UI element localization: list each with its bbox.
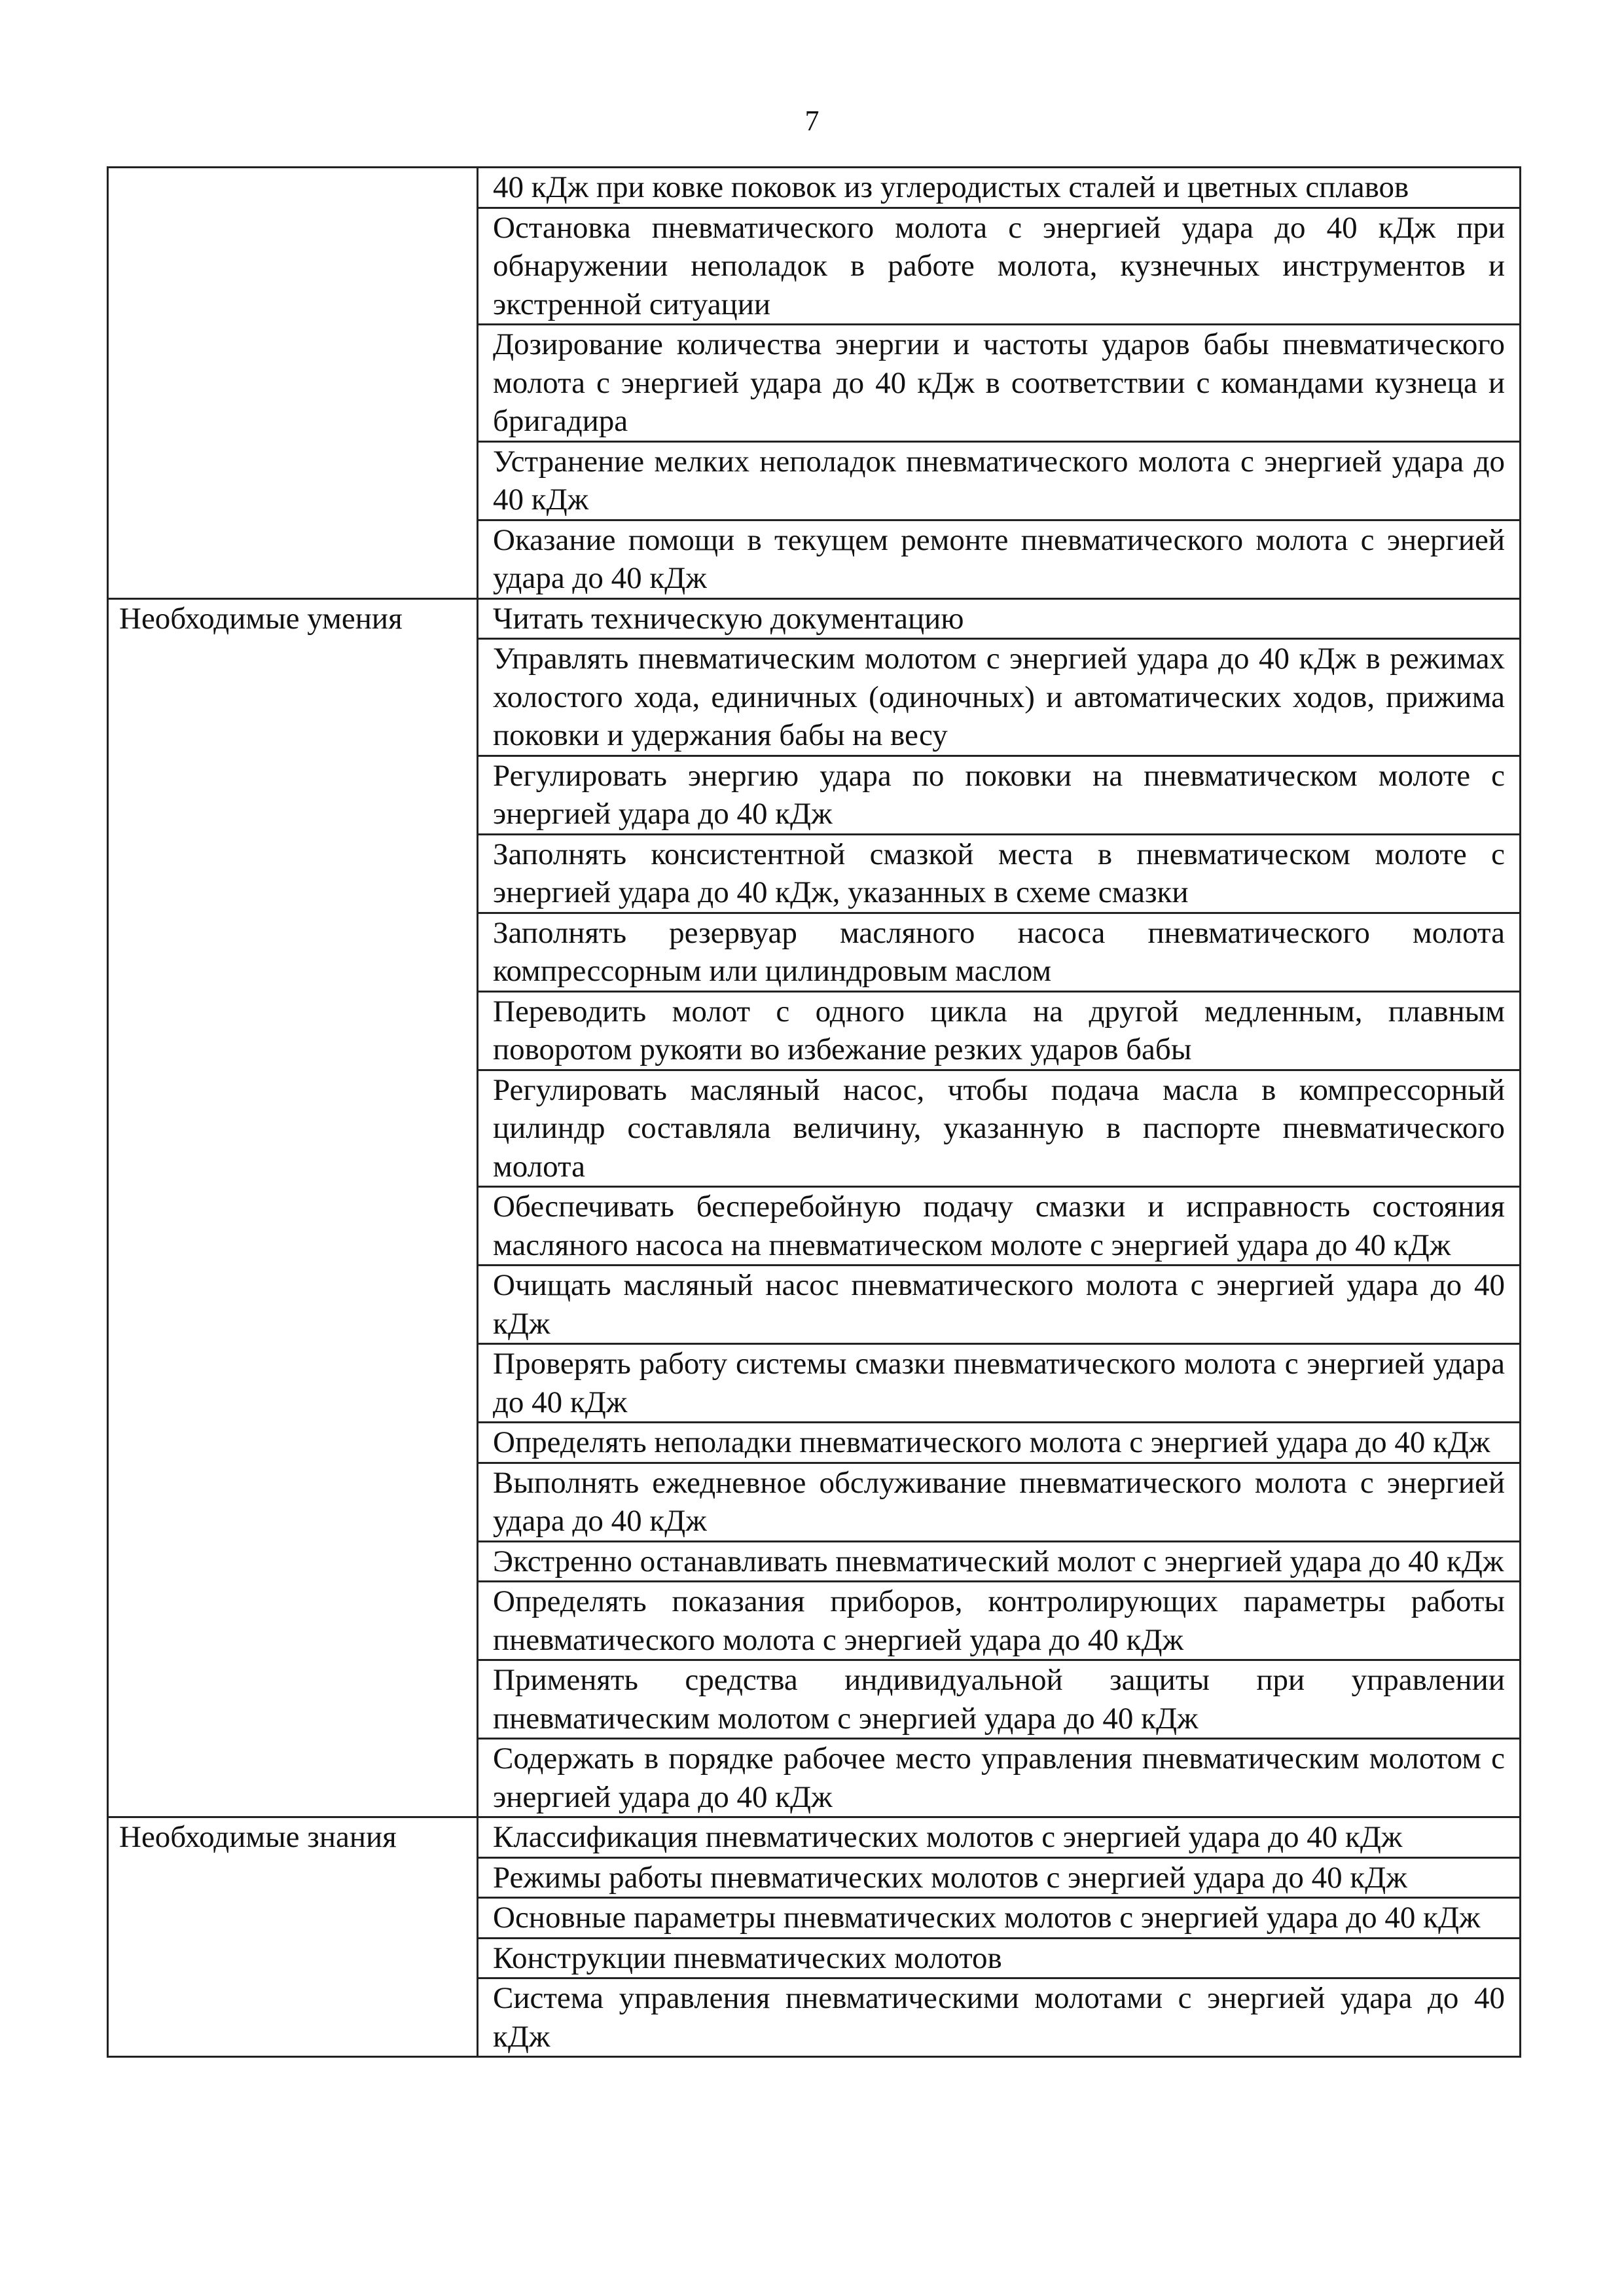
table-cell: Проверять работу системы смазки пневматического молота с энергией удара до 40 кДж	[478, 1344, 1521, 1423]
section-label	[108, 168, 478, 599]
page-number: 7	[804, 105, 820, 137]
table-cell: Заполнять консистентной смазкой места в пневматическом молоте с энергией удара до 40 кДж, указанных в схеме смазки	[478, 834, 1521, 913]
table-cell: Регулировать энергию удара по поковки на пневматическом молоте с энергией удара до 40 кДж	[478, 756, 1521, 834]
table-cell: Основные параметры пневматических молотов с энергией удара до 40 кДж	[478, 1898, 1521, 1939]
table-cell: Определять показания приборов, контролирующих параметры работы пневматического молота с энергией удара до 40 кДж	[478, 1582, 1521, 1660]
table-row	[108, 168, 1521, 208]
table-cell: Выполнять ежедневное обслуживание пневматического молота с энергией удара до 40 кДж	[478, 1463, 1521, 1541]
table-cell: Применять средства индивидуальной защиты при управлении пневматическим молотом с энергией удара до 40 кДж	[478, 1660, 1521, 1739]
table-cell: Экстренно останавливать пневматический молот с энергией удара до 40 кДж	[478, 1541, 1521, 1582]
section-label: Необходимые знания	[108, 1817, 478, 2057]
table-cell: Очищать масляный насос пневматического молота с энергией удара до 40 кДж	[478, 1266, 1521, 1344]
table-cell: Обеспечивать бесперебойную подачу смазки и исправность состояния масляного насоса на пневматическом молоте с энергией удара до 40 кДж	[478, 1187, 1521, 1266]
table-cell: Устранение мелких неполадок пневматического молота с энергией удара до 40 кДж	[478, 441, 1521, 520]
table-cell: Читать техническую документацию	[478, 598, 1521, 639]
section-label: Необходимые умения	[108, 598, 478, 1817]
competency-table	[107, 166, 1521, 2058]
table-cell: Определять неполадки пневматического молота с энергией удара до 40 кДж	[478, 1423, 1521, 1463]
table-cell: Переводить молот с одного цикла на другой медленным, плавным поворотом рукояти во избежание резких ударов бабы	[478, 991, 1521, 1070]
table-row	[108, 598, 1521, 639]
table-cell: Содержать в порядке рабочее место управления пневматическим молотом с энергией удара до 40 кДж	[478, 1739, 1521, 1817]
table-cell: Классификация пневматических молотов с энергией удара до 40 кДж	[478, 1817, 1521, 1858]
table-cell: Дозирование количества энергии и частоты ударов бабы пневматического молота с энергией удара до 40 кДж в соответствии с командами кузнеца и бригадира	[478, 325, 1521, 442]
table-cell: Оказание помощи в текущем ремонте пневматического молота с энергией удара до 40 кДж	[478, 520, 1521, 598]
table-cell: 40 кДж при ковке поковок из углеродистых сталей и цветных сплавов	[478, 168, 1521, 208]
table-cell: Управлять пневматическим молотом с энергией удара до 40 кДж в режимах холостого хода, единичных (одиночных) и автоматических ходов, прижима поковки и удержания бабы на весу	[478, 639, 1521, 756]
table-cell: Заполнять резервуар масляного насоса пневматического молота компрессорным или цилиндровым маслом	[478, 913, 1521, 991]
competency-table-body	[108, 168, 1521, 2057]
table-row	[108, 1817, 1521, 1858]
table-cell: Режимы работы пневматических молотов с энергией удара до 40 кДж	[478, 1857, 1521, 1898]
table-cell: Остановка пневматического молота с энергией удара до 40 кДж при обнаружении неполадок в работе молота, кузнечных инструментов и экстренной ситуации	[478, 208, 1521, 325]
table-cell: Система управления пневматическими молотами с энергией удара до 40 кДж	[478, 1978, 1521, 2057]
table-cell: Регулировать масляный насос, чтобы подача масла в компрессорный цилиндр составляла величину, указанную в паспорте пневматического молота	[478, 1070, 1521, 1187]
table-cell: Конструкции пневматических молотов	[478, 1938, 1521, 1978]
